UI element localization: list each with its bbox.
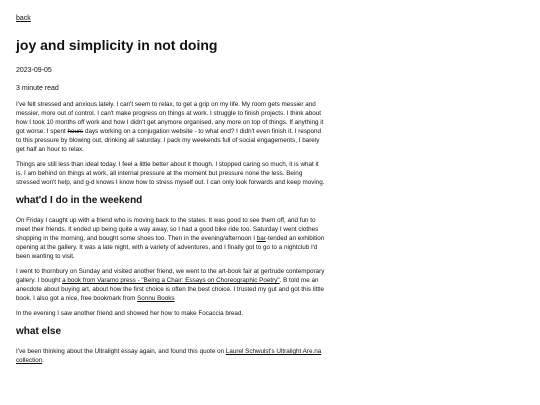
paragraph-3 — [16, 216, 326, 261]
arena-collection-link[interactable]: Laurel Schwulst's Ultralight Are.na collection — [16, 348, 322, 364]
post-read-time: 3 minute read — [16, 85, 59, 92]
heading-what-else: what else — [16, 326, 62, 337]
paragraph-6-text-b: . — [42, 357, 45, 364]
sonnu-books-link[interactable]: Sonnu Books — [137, 295, 175, 302]
paragraph-4-text-a: I went to thornbury on Sunday and visited another friend, we went to the art-book fair at gertrude contemporary gallery. I bought — [16, 268, 325, 284]
paragraph-4-text-b: . B told me an anecdote about buying art, about how the first choice is often the best choice. I trusted my gut and got this little book. I also got a nice, free bookmark from — [16, 277, 325, 302]
post-title: joy and simplicity in not doing — [16, 37, 218, 53]
varamo-book-link[interactable]: a book from Varamo press - "Being a Chair: Essays on Choreographic Poetry" — [62, 277, 280, 284]
struck-word: hours — [67, 128, 84, 135]
paragraph-5: In the evening I saw another friend and showed her how to make Focaccia bread. — [16, 310, 244, 317]
paragraph-6 — [16, 347, 326, 365]
paragraph-4 — [16, 267, 326, 303]
back-link[interactable]: back — [16, 15, 31, 22]
post-date: 2023-09-05 — [16, 67, 52, 74]
paragraph-1-text-a: I've felt stressed and anxious lately. I can't seem to relax, to get a grip on my life. My room gets messier and messier, more out of control. I can't make progress on things at work. I struggle to finish projects. I think about how I took 10 months off work and how I didn't get anymore organised, any more on top of things. If anything it got worse. I spent — [16, 101, 324, 135]
paragraph-1-text-b: days working on a conjugation website - to what end? I didn't even finish it. I respond to this pressure by blowing out, drinking all saturday. I pack my weekends full of social engagements, I barely get half an hour to relax. — [16, 128, 322, 153]
paragraph-6-text-a: I've been thinking about the Ultralight essay again, and found this quote on — [16, 348, 226, 355]
paragraph-3-text-a: On Friday I caught up with a friend who is moving back to the states. It was good to see them off, and fun to meet their friends. It ended up being quite a way away, so I had a good bike ride too. Saturday I went clothes shopping in the morning, and bought some shoes too. Then in the evening/afternoon I — [16, 217, 319, 242]
paragraph-3-text-b: -tended an exhibition opening at the gallery. It was a late night, with a variety of adventures, and I finally got to go to a nightclub I'd been wanting to visit. — [16, 235, 325, 260]
heading-weekend: what'd I do in the weekend — [16, 195, 143, 206]
bar-link[interactable]: bar — [256, 235, 266, 242]
paragraph-2: Things are still less than ideal today. I feel a little better about it though. I stopped caring so much, it is what it is. I am behind on things at work, all internal pressure at the moment but pressure none the less. Being stressed won't help, and g-d knows I know how to stress myself out. I can only look forwards and keep moving. — [16, 161, 325, 186]
paragraph-1 — [16, 100, 326, 154]
